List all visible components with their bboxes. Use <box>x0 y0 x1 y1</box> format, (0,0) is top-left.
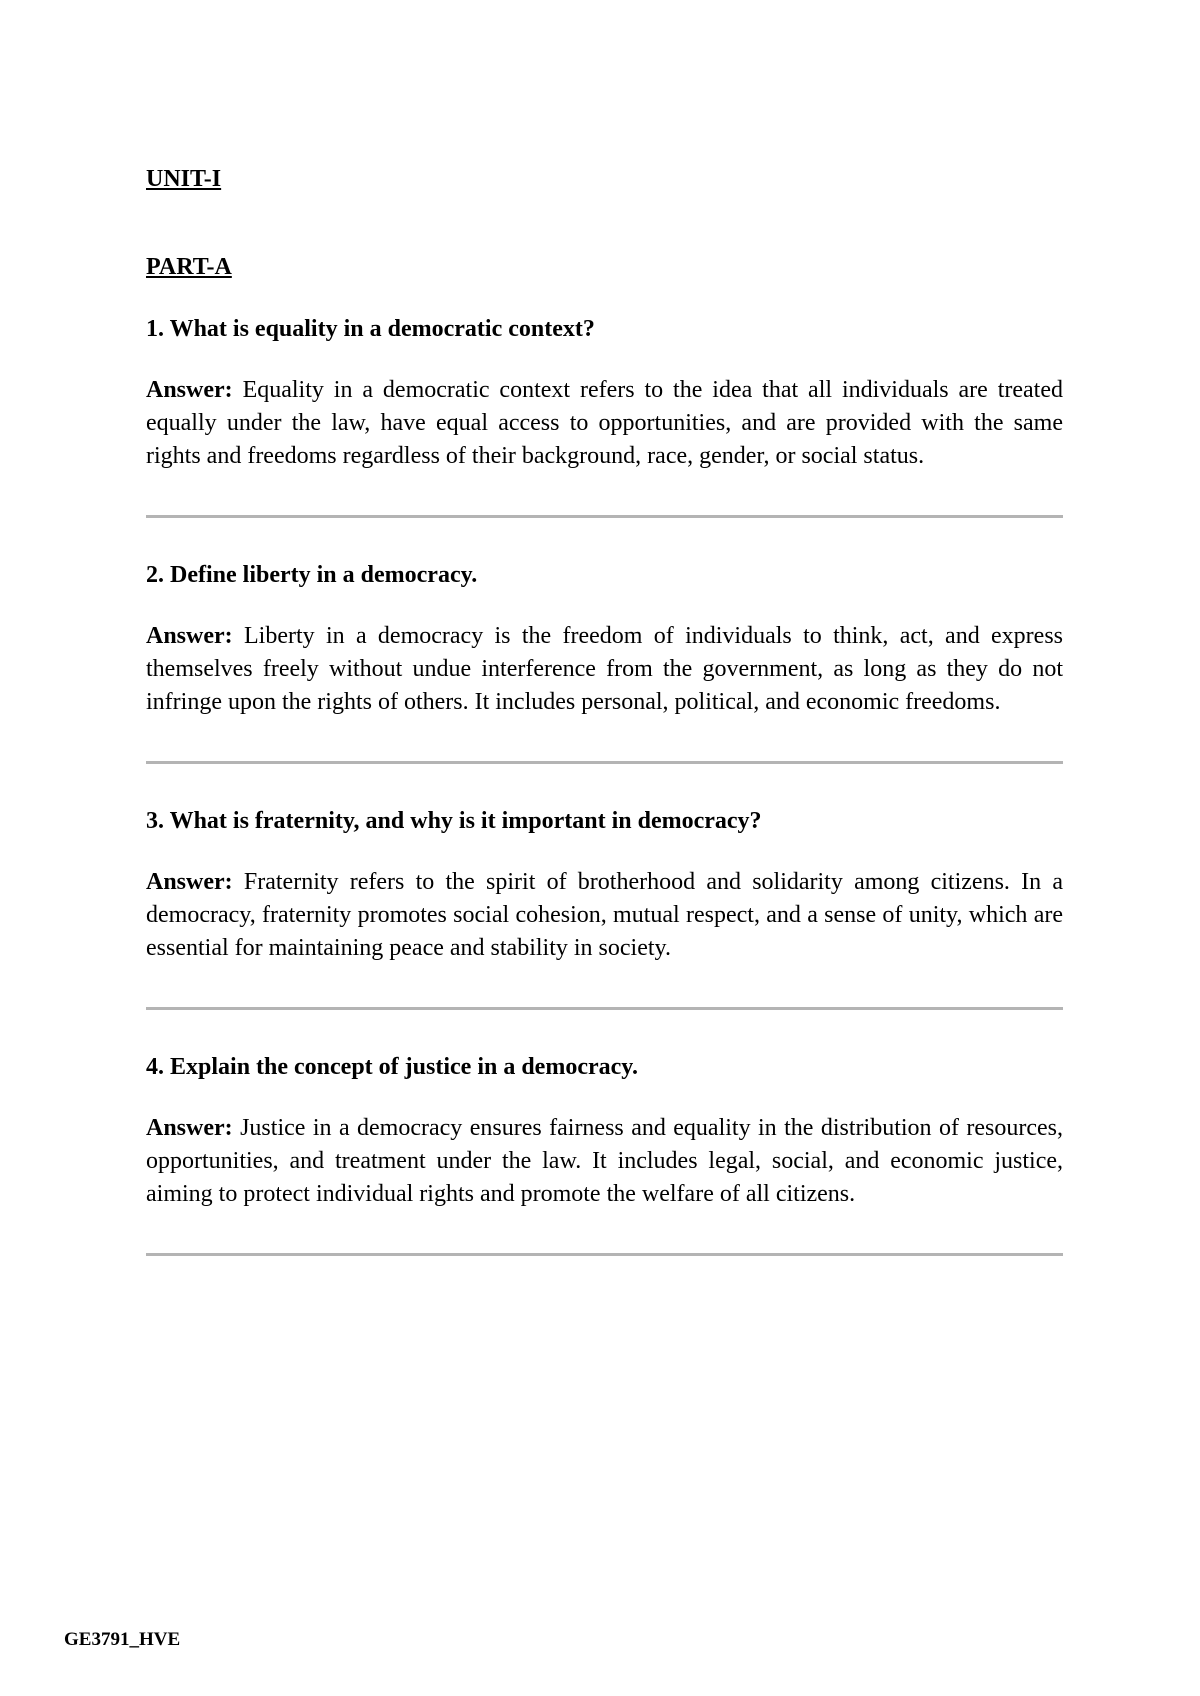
part-heading: PART-A <box>146 254 232 280</box>
answer-text: Equality in a democratic context refers to the idea that all individuals are treated equally under the law, have equal access to opportunities, and are provided with the same rights and freedoms regardless of their background, race, gender, or social status. <box>146 377 1064 469</box>
qa-item-2 <box>146 560 1063 764</box>
qa-item-3 <box>146 806 1063 1010</box>
answer-label: Answer: <box>146 1115 233 1141</box>
answer-text: Fraternity refers to the spirit of brotherhood and solidarity among citizens. In a democracy, fraternity promotes social cohesion, mutual respect, and a sense of unity, which are essential for maintaining peace and stability in society. <box>146 869 1064 961</box>
answer-label: Answer: <box>146 623 233 649</box>
question-text: 3. What is fraternity, and why is it important in democracy? <box>146 808 762 834</box>
document-body <box>146 164 1063 1298</box>
answer-paragraph <box>146 866 1063 965</box>
answer-paragraph <box>146 620 1063 719</box>
qa-item-4 <box>146 1052 1063 1256</box>
section-divider <box>146 761 1063 764</box>
answer-label: Answer: <box>146 869 233 895</box>
question-text: 2. Define liberty in a democracy. <box>146 562 478 588</box>
section-divider <box>146 515 1063 518</box>
answer-text: Justice in a democracy ensures fairness and equality in the distribution of resources, opportunities, and treatment under the law. It includes legal, social, and economic justice, aiming to protect individual rights and promote the welfare of all citizens. <box>146 1115 1064 1207</box>
answer-paragraph <box>146 374 1063 473</box>
qa-item-1 <box>146 314 1063 518</box>
answer-text: Liberty in a democracy is the freedom of individuals to think, act, and express themselves freely without undue interference from the government, as long as they do not infringe upon the rights of others. It includes personal, political, and economic freedoms. <box>146 623 1063 715</box>
footer-course-code: GE3791_HVE <box>64 1629 181 1650</box>
unit-heading: UNIT-I <box>146 166 222 192</box>
answer-label: Answer: <box>146 377 233 403</box>
question-text: 4. Explain the concept of justice in a democracy. <box>146 1054 638 1080</box>
question-text: 1. What is equality in a democratic context? <box>146 316 595 342</box>
section-divider <box>146 1007 1063 1010</box>
answer-paragraph <box>146 1112 1063 1211</box>
section-divider <box>146 1253 1063 1256</box>
